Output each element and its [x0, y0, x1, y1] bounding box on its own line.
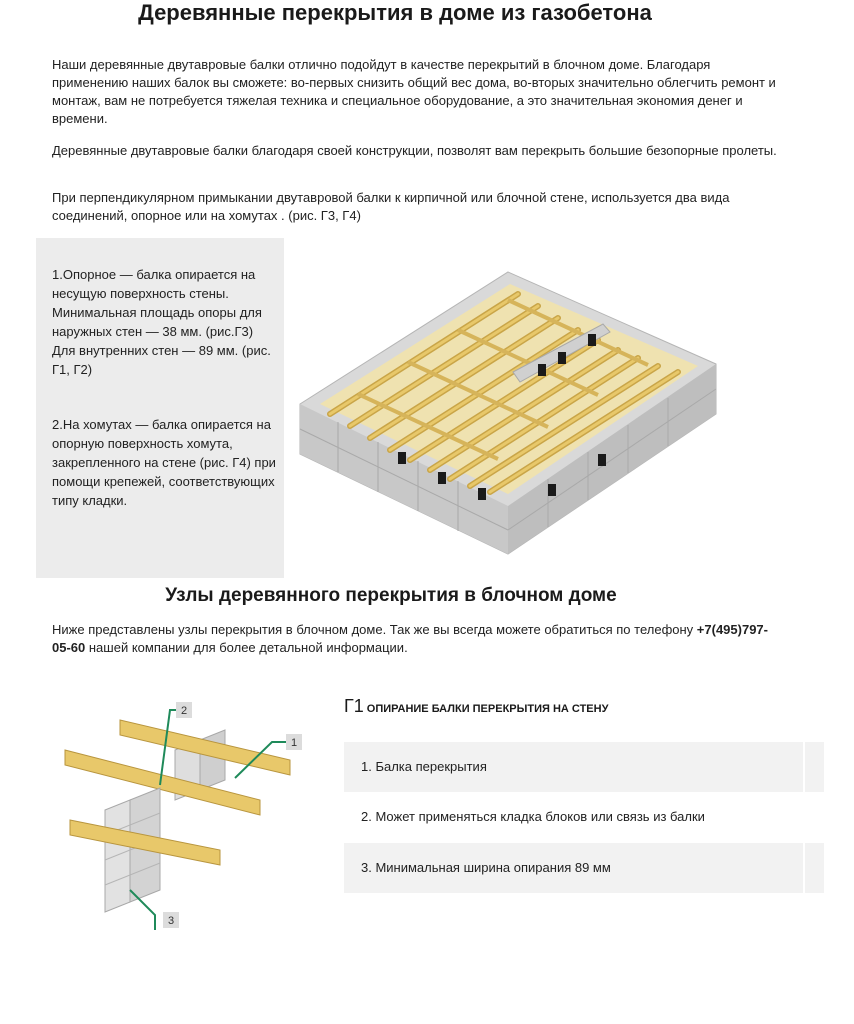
floor-framing-illustration	[298, 254, 718, 564]
callout-2-label: 2	[180, 705, 188, 717]
legend-row	[344, 792, 824, 842]
nodes-text-before-phone: Ниже представлены узлы перекрытия в блочном доме. Так же вы всегда можете обратиться по телефону	[52, 622, 694, 637]
figure-g1-title-text: ОПИРАНИЕ БАЛКИ ПЕРЕКРЫТИЯ НА СТЕНУ	[366, 703, 609, 715]
beam-support-node-illustration	[60, 690, 310, 940]
figure-g1-code: Г1	[344, 696, 364, 716]
callout-3-label: 3	[167, 915, 175, 927]
legend-item-3: 3. Минимальная ширина опирания 89 мм	[361, 860, 611, 875]
legend-item-2: 2. Может применяться кладка блоков или связь из балки	[361, 809, 705, 824]
legend-row	[344, 843, 824, 893]
legend-item-1: 1. Балка перекрытия	[361, 759, 487, 774]
page-title: Деревянные перекрытия в доме из газобетона	[138, 0, 652, 25]
intro-paragraph-2: Деревянные двутавровые балки благодаря своей конструкции, позволят вам перекрыть большие безопорные пролеты.	[52, 143, 777, 158]
intro-paragraph-3: При перпендикулярном примыкании двутавровой балки к кирпичной или блочной стене, используется два вида соединений, опорное или на хомутах . (рис. Г3, Г4)	[52, 190, 730, 223]
intro-paragraph-1: Наши деревянные двутавровые балки отлично подойдут в качестве перекрытий в блочном доме. Благодаря применению наших балок вы сможете: во-первых снизить общий вес дома, во-вторых значительно облегчить ремонт и монтаж, вам не потребуется тяжелая техника и специальное оборудование, а это значительная экономия денег и времени.	[52, 57, 776, 126]
info-box-item-1: 1.Опорное — балка опирается на несущую поверхность стены. Минимальная площадь опоры для наружных стен — 38 мм. (рис.Г3) Для внутренних стен — 89 мм. (рис. Г1, Г2)	[52, 267, 271, 377]
nodes-section-title: Узлы деревянного перекрытия в блочном доме	[165, 585, 617, 606]
legend-row	[344, 742, 824, 792]
info-box-item-2: 2.На хомутах — балка опирается на опорную поверхность хомута, закрепленного на стене (рис. Г4) при помощи крепежей, соответствующих типу кладки.	[52, 417, 276, 508]
phone-number[interactable]: +7(495)797-05-60	[52, 622, 768, 655]
callout-1-label: 1	[290, 737, 298, 749]
figure-g1-title	[344, 696, 608, 719]
nodes-text-after-phone: нашей компании для более детальной информации.	[88, 640, 408, 655]
legend-divider	[803, 742, 805, 792]
legend-divider	[803, 843, 805, 893]
block-column-back	[200, 730, 225, 790]
nodes-section-text	[52, 621, 782, 657]
